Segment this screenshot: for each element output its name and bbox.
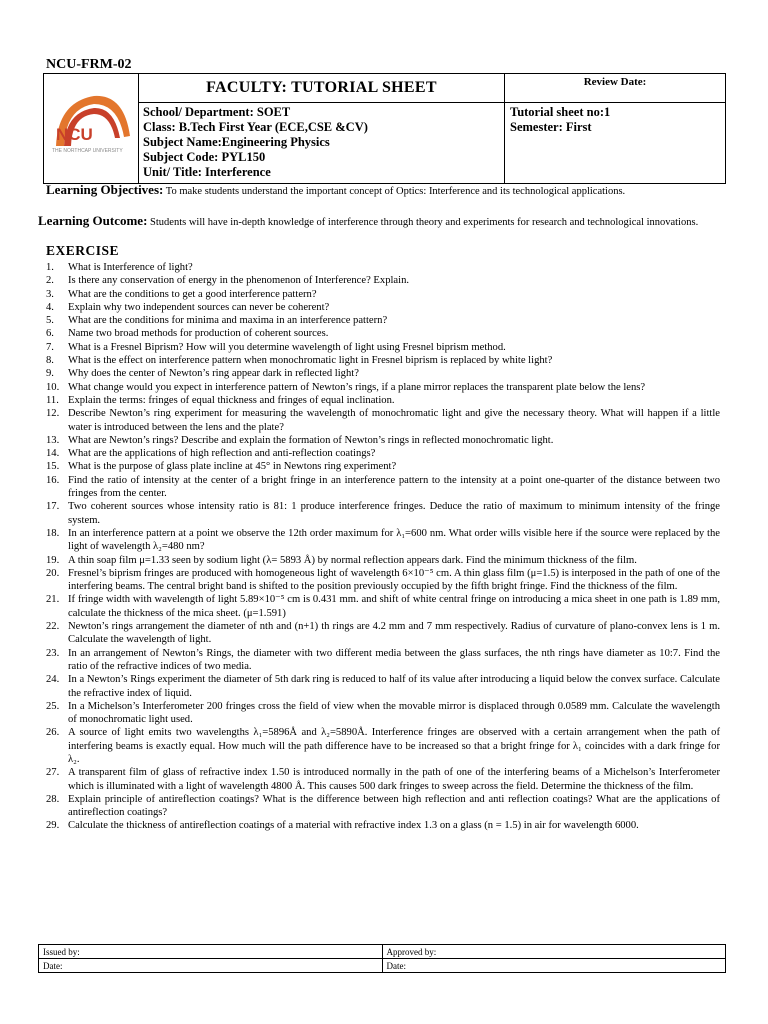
question-item bbox=[46, 314, 720, 327]
question-number: 20. bbox=[46, 567, 60, 579]
question-item bbox=[46, 474, 720, 501]
subject-code: Subject Code: PYL150 bbox=[143, 150, 266, 164]
question-text: Explain why two independent sources can never be coherent? bbox=[68, 301, 330, 313]
question-item bbox=[46, 766, 720, 793]
question-text: Calculate the thickness of antireflection coatings of a material with refractive index 1.3 on a glass (n = 1.5) in air for wavelength 6000. bbox=[68, 820, 639, 832]
header-table bbox=[43, 73, 726, 184]
question-text: What is the purpose of glass plate incline at 45° in Newtons ring experiment? bbox=[68, 461, 397, 473]
approved-by: Approved by: bbox=[382, 945, 726, 959]
objectives-text: To make students understand the important concept of Optics: Interference and its technological applications. bbox=[163, 186, 626, 197]
question-number: 25. bbox=[46, 700, 60, 712]
approved-date: Date: bbox=[382, 959, 726, 973]
question-number: 19. bbox=[46, 554, 60, 566]
question-text: Describe Newton’s ring experiment for measuring the wavelength of monochromatic light and give the necessary theory. What will happen if a little water is introduced between the lens and the plate? bbox=[68, 408, 720, 433]
question-text: Is there any conservation of energy in the phenomenon of Interference? Explain. bbox=[68, 275, 410, 287]
question-text: What is the effect on interference pattern when monochromatic light in Fresnel biprism is replaced by white light? bbox=[68, 355, 553, 367]
question-number: 9. bbox=[46, 368, 54, 380]
question-number: 4. bbox=[46, 301, 54, 313]
university-logo bbox=[44, 74, 138, 178]
question-number: 13. bbox=[46, 434, 60, 446]
question-item bbox=[46, 819, 720, 832]
question-text: Newton’s rings arrangement the diameter of nth and (n+1) th rings are 4.2 mm and 7 mm respectively. Radius of curvature of plano-convex lens is 1 m. Calculate the wavelength of light. bbox=[68, 621, 720, 646]
question-text: In a Newton’s Rings experiment the diameter of 5th dark ring is reduced to half of its value after introducing a liquid below the convex surface. Calculate the refractive index of liquid. bbox=[68, 674, 720, 699]
question-number: 17. bbox=[46, 501, 60, 513]
question-number: 27. bbox=[46, 767, 60, 779]
question-text: A transparent film of glass of refractive index 1.50 is introduced normally in the path of one of the interfering beams of a Michelson’s Interferometer which is illuminated with a light of wavelength 4800 Å. This causes 500 dark fringes to sweep across the field. Determine the thickness of the film. bbox=[68, 767, 720, 792]
question-text: In a Michelson’s Interferometer 200 fringes cross the field of view when the movable mirror is displaced through 0.0589 mm. Calculate the wavelength of monochromatic light used. bbox=[68, 700, 720, 726]
logo-subtext: THE NORTHCAP UNIVERSITY bbox=[52, 148, 123, 154]
form-code: NCU-FRM-02 bbox=[46, 57, 132, 72]
question-text: What are the applications of high reflection and anti-reflection coatings? bbox=[68, 448, 376, 460]
review-date: Review Date: bbox=[505, 74, 726, 103]
question-text: What are the conditions to get a good interference pattern? bbox=[68, 288, 317, 300]
issued-date: Date: bbox=[39, 959, 383, 973]
question-number: 5. bbox=[46, 315, 54, 327]
tutorial-info bbox=[505, 103, 726, 184]
question-number: 24. bbox=[46, 674, 60, 686]
course-info bbox=[139, 103, 505, 184]
question-item bbox=[46, 261, 720, 274]
semester: Semester: First bbox=[510, 120, 592, 134]
question-text: In an interference pattern at a point we observe the 12th order maximum for λ₁=600 nm. What order wills visible here if the source were replaced by the light of wavelength λ₂=480 nm? bbox=[68, 527, 720, 553]
question-text: If fringe width with wavelength of light 5.89×10⁻⁵ cm is 0.431 mm. and shift of white central fringe on introducing a mica sheet in one path is 1.89 mm, calculate the thickness of the mica sheet. (μ=1.591) bbox=[68, 594, 720, 619]
logo-cell bbox=[44, 74, 139, 184]
question-list bbox=[46, 261, 720, 833]
question-number: 7. bbox=[46, 341, 54, 353]
question-item bbox=[46, 341, 720, 354]
question-text: Explain the terms: fringes of equal thickness and fringes of equal inclination. bbox=[68, 394, 395, 406]
question-item bbox=[46, 434, 720, 447]
question-text: What is Interference of light? bbox=[68, 262, 193, 273]
question-number: 8. bbox=[46, 355, 54, 367]
question-number: 28. bbox=[46, 793, 60, 805]
question-item bbox=[46, 301, 720, 314]
question-item bbox=[46, 593, 720, 620]
question-text: Name two broad methods for production of coherent sources. bbox=[68, 328, 329, 340]
footer-table bbox=[38, 944, 726, 973]
question-item bbox=[46, 407, 720, 434]
question-item bbox=[46, 647, 720, 674]
question-item bbox=[46, 793, 720, 820]
question-number: 21. bbox=[46, 594, 60, 606]
question-text: Explain principle of antireflection coatings? What is the difference between high reflection and anti reflection coatings? What are the applications of antireflection coatings? bbox=[68, 793, 720, 819]
question-text: What are the conditions for minima and maxima in an interference pattern? bbox=[68, 315, 388, 327]
question-number: 1. bbox=[46, 262, 54, 273]
question-item bbox=[46, 673, 720, 700]
question-text: In an arrangement of Newton’s Rings, the diameter with two different media between the glass surfaces, the nth rings have diameter as 10:7. Find the ratio of the refractive indices of two media. bbox=[68, 647, 720, 672]
question-text: Fresnel’s biprism fringes are produced with homogeneous light of wavelength 6×10⁻⁵ cm. A thin glass film (μ=1.5) is interposed in the path of one of the interfering beams. The central bright band is shifted to the position previously occupied by the fifth bright fringe. Find the thickness of the film. bbox=[68, 567, 720, 593]
subject-name: Subject Name:Engineering Physics bbox=[143, 135, 330, 149]
question-item bbox=[46, 554, 720, 567]
learning-outcome bbox=[38, 214, 722, 229]
question-item bbox=[46, 700, 720, 727]
tutorial-number: Tutorial sheet no:1 bbox=[510, 105, 611, 119]
question-item bbox=[46, 381, 720, 394]
learning-objectives bbox=[46, 183, 748, 198]
exercise-heading: EXERCISE bbox=[46, 243, 120, 258]
question-text: What change would you expect in interference pattern of Newton’s rings, if a plane mirror replaces the transparent plate below the lens? bbox=[68, 381, 646, 393]
question-item bbox=[46, 500, 720, 527]
question-text: Why does the center of Newton’s ring appear dark in reflected light? bbox=[68, 368, 359, 380]
objectives-label: Learning Objectives: bbox=[46, 182, 164, 197]
question-number: 2. bbox=[46, 275, 54, 287]
question-item bbox=[46, 394, 720, 407]
question-item bbox=[46, 327, 720, 340]
question-text: What is a Fresnel Biprism? How will you determine wavelength of light using Fresnel biprism method. bbox=[68, 341, 506, 353]
question-number: 23. bbox=[46, 647, 60, 659]
logo-text: NCU bbox=[56, 125, 93, 144]
question-number: 11. bbox=[46, 394, 59, 406]
question-item bbox=[46, 367, 720, 380]
question-number: 10. bbox=[46, 381, 60, 393]
question-item bbox=[46, 354, 720, 367]
question-number: 12. bbox=[46, 408, 60, 420]
question-number: 22. bbox=[46, 621, 60, 633]
class-info: Class: B.Tech First Year (ECE,CSE &CV) bbox=[143, 120, 368, 134]
question-number: 3. bbox=[46, 288, 54, 300]
question-item bbox=[46, 620, 720, 647]
question-item bbox=[46, 288, 720, 301]
question-text: Two coherent sources whose intensity ratio is 81: 1 produce interference fringes. Deduce the ratio of maximum to minimum intensity of the fringe system. bbox=[68, 501, 720, 526]
question-item bbox=[46, 274, 720, 287]
question-text: Find the ratio of intensity at the center of a bright fringe in an interference pattern to the intensity at a point one-quarter of the distance between two fringes from the center. bbox=[68, 474, 720, 500]
question-item bbox=[46, 726, 720, 766]
school-department: School/ Department: SOET bbox=[143, 105, 291, 119]
question-number: 6. bbox=[46, 328, 54, 340]
question-item bbox=[46, 460, 720, 473]
question-number: 26. bbox=[46, 727, 60, 739]
sheet-title: FACULTY: TUTORIAL SHEET bbox=[139, 74, 505, 103]
question-item bbox=[46, 567, 720, 594]
question-number: 29. bbox=[46, 820, 60, 832]
question-text: A source of light emits two wavelengths λ₁=5896Å and λ₂=5890Å. Interference fringes are observed with a certain arrangement when the path of interfering beams is exactly equal. How much will the path difference have to be increased so that a bright fringe for λ₁ coincides with a dark fringe for λ₂. bbox=[68, 727, 720, 765]
outcome-label: Learning Outcome: bbox=[38, 213, 148, 228]
question-item bbox=[46, 527, 720, 554]
question-number: 14. bbox=[46, 448, 60, 460]
unit-title: Unit/ Title: Interference bbox=[143, 165, 271, 179]
question-item bbox=[46, 447, 720, 460]
question-text: A thin soap film μ=1.33 seen by sodium light (λ= 5893 Å) by normal reflection appears dark. Find the minimum thickness of the film. bbox=[68, 554, 637, 566]
question-number: 15. bbox=[46, 461, 60, 473]
issued-by: Issued by: bbox=[39, 945, 383, 959]
question-text: What are Newton’s rings? Describe and explain the formation of Newton’s rings in reflected monochromatic light. bbox=[68, 434, 554, 446]
outcome-text: Students will have in-depth knowledge of interference through theory and experiments for research and technological innovations. bbox=[147, 217, 699, 228]
question-number: 16. bbox=[46, 474, 60, 486]
question-number: 18. bbox=[46, 527, 60, 539]
